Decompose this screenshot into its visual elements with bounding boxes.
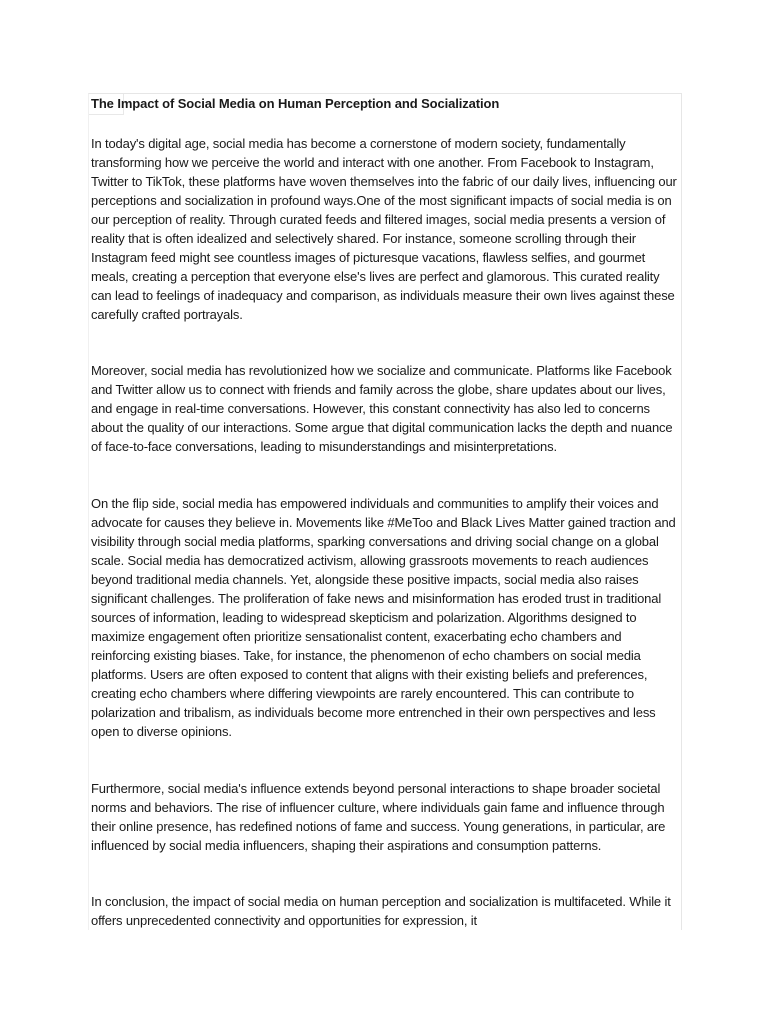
paragraph-socialization: Moreover, social media has revolutionized how we socialize and communicate. Platforms like Facebook and Twitter allow us to connect with friends and family across the globe, share updates about our lives, and engage in real-time conversations. However, this constant connectivity has also led to concerns about the quality of our interactions. Some argue that digital communication lacks the depth and nuance of face-to-face conversations, leading to misunderstandings and misinterpretations.	[91, 363, 673, 454]
paragraph-activism: On the flip side, social media has empowered individuals and communities to amplify their voices and advocate for causes they believe in. Movements like #MeToo and Black Lives Matter gained traction and visibility through social media platforms, sparking conversations and driving social change on a global scale. Social media has democratized activism, allowing grassroots movements to reach audiences beyond traditional media channels. Yet, alongside these positive impacts, social media also raises significant challenges. The proliferation of fake news and misinformation has eroded trust in traditional sources of information, leading to widespread skepticism and polarization. Algorithms designed to maximize engagement often prioritize sensationalist content, exacerbating echo chambers and reinforcing existing biases. Take, for instance, the phenomenon of echo chambers on social media platforms. Users are often exposed to content that aligns with their existing beliefs and preferences, creating echo chambers where differing viewpoints are rarely encountered. This can contribute to polarization and tribalism, as individuals become more entrenched in their own perspectives and less open to diverse opinions.	[91, 496, 676, 739]
paragraph-conclusion: In conclusion, the impact of social media on human perception and socialization is multifaceted. While it offers unprecedented connectivity and opportunities for expression, it	[91, 894, 671, 928]
paragraph-intro: In today's digital age, social media has become a cornerstone of modern society, fundamentally transforming how we perceive the world and interact with one another. From Facebook to Instagram, Twitter to TikTok, these platforms have woven themselves into the fabric of our daily lives, influencing our perceptions and socialization in profound ways.One of the most significant impacts of social media is on our perception of reality. Through curated feeds and filtered images, social media presents a version of reality that is often idealized and selectively shared. For instance, someone scrolling through their Instagram feed might see countless images of picturesque vacations, flawless selfies, and gourmet meals, creating a perception that everyone else's lives are perfect and glamorous. This curated reality can lead to feelings of inadequacy and comparison, as individuals measure their own lives against these carefully crafted portrayals.	[91, 136, 677, 322]
document-text-area[interactable]	[88, 93, 682, 930]
paragraph-influencers: Furthermore, social media's influence extends beyond personal interactions to shape broader societal norms and behaviors. The rise of influencer culture, where individuals gain fame and influence through their online presence, has redefined notions of fame and success. Young generations, in particular, are influenced by social media influencers, shaping their aspirations and consumption patterns.	[91, 781, 666, 853]
document-title: The Impact of Social Media on Human Perception and Socialization	[91, 96, 500, 111]
